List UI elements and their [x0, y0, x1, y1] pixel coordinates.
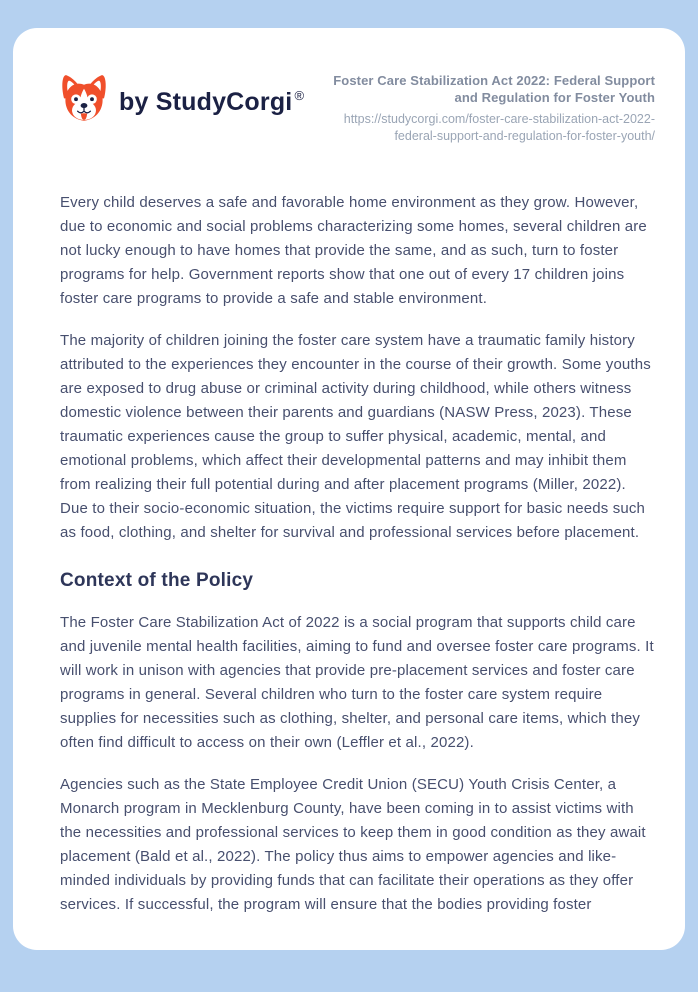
section-heading: Context of the Policy — [60, 570, 254, 591]
corgi-logo-icon — [60, 70, 108, 135]
brand — [60, 68, 304, 135]
document-title: Foster Care Stabilization Act 2022: Federal Support and Regulation for Foster Youth — [333, 73, 655, 105]
paragraph-intro-1: Every child deserves a safe and favorable home environment as they grow. However, due to economic and social problems characterizing some homes, several children are not lucky enough to have homes that provide the same, and as such, turn to foster programs for help. Government reports show that one out of every 17 children joins foster care programs to provide a safe and stable environment. — [60, 194, 647, 307]
document-header — [60, 68, 655, 145]
paragraph-section-1: The Foster Care Stabilization Act of 2022 is a social program that supports child care and juvenile mental health facilities, aiming to fund and oversee foster care programs. It will work in unison with agencies that provide pre-placement services and foster care programs in general. Several children who turn to the foster care system require supplies for necessities such as clothing, shelter, and personal care items, which they often find difficult to access on their own (Leffler et al., 2022). — [60, 614, 654, 751]
registered-trademark-icon: ® — [294, 88, 305, 103]
page-background — [0, 28, 698, 992]
document-meta — [310, 68, 655, 145]
document-card — [13, 28, 685, 950]
article-body — [60, 191, 655, 917]
document-url-link[interactable]: https://studycorgi.com/foster-care-stabilization-act-2022-federal-support-and-regulation-for-foster-youth/ — [343, 112, 655, 143]
brand-name: by StudyCorgi ® — [119, 88, 305, 116]
paragraph-intro-2: The majority of children joining the foster care system have a traumatic family history attributed to the experiences they encounter in the course of their growth. Some youths are exposed to drug abuse or criminal activity during childhood, while others witness domestic violence between their parents and guardians (NASW Press, 2023). These traumatic experiences cause the group to suffer physical, academic, mental, and emotional problems, which affect their developmental patterns and may inhibit them from realizing their full potential during and after placement programs (Miller, 2022). Due to their socio-economic situation, the victims require support for basic needs such as food, clothing, and shelter for survival and professional services before placement. — [60, 332, 651, 541]
paragraph-section-2: Agencies such as the State Employee Credit Union (SECU) Youth Crisis Center, a Monarch program in Mecklenburg County, have been coming in to assist victims with the necessities and professional services to keep them in good condition as they await placement (Bald et al., 2022). The policy thus aims to empower agencies and like-minded individuals by providing funds that can facilitate their operations as they offer services. If successful, the program will ensure that the bodies providing foster — [60, 776, 646, 913]
